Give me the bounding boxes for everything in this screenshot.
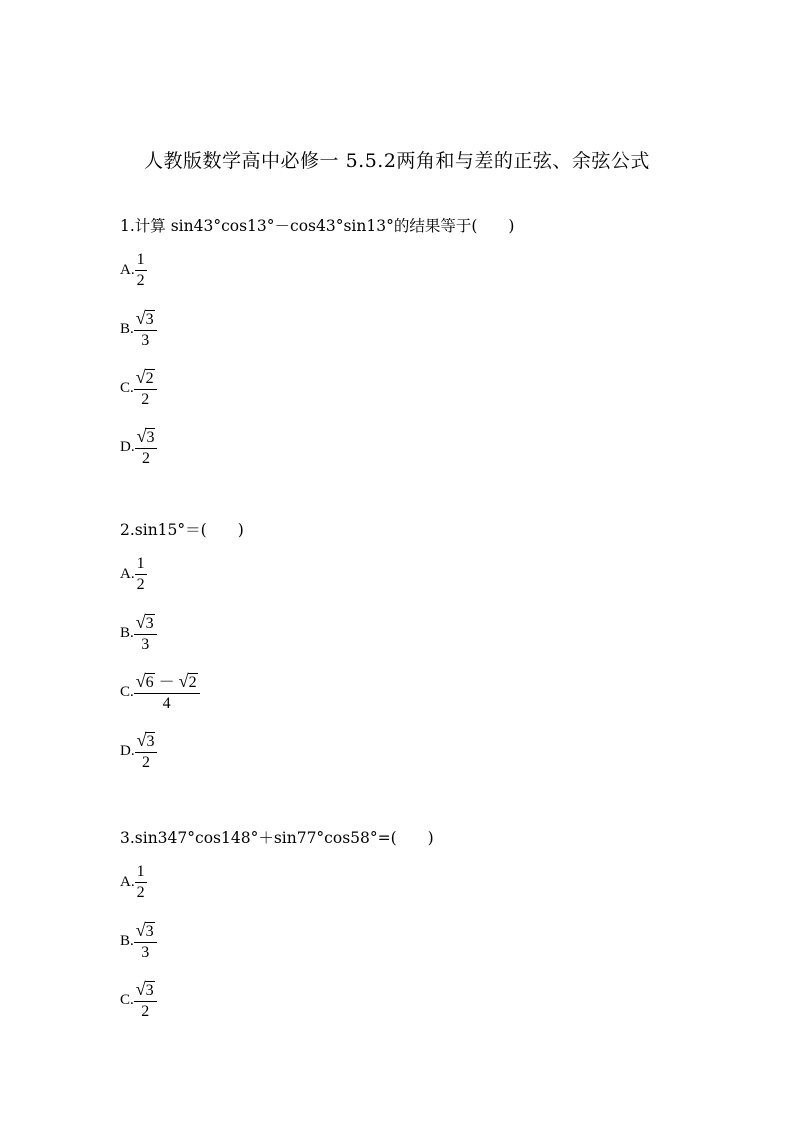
radical-sign-icon: √ [135, 670, 146, 691]
fraction [134, 612, 157, 655]
question-1-option-d [120, 425, 157, 469]
radical-sign-icon: √ [136, 729, 147, 750]
numerator: 1 [135, 554, 147, 575]
denominator: 4 [162, 694, 171, 712]
radical-sign-icon: √ [135, 611, 146, 632]
radical-sign-icon: √ [178, 670, 189, 691]
question-1-text: 1.计算 sin43°cos13°－cos43°sin13°的结果等于( ) [120, 217, 515, 235]
fraction [135, 250, 147, 291]
document-title: 人教版数学高中必修一 5.5.2两角和与差的正弦、余弦公式 [144, 150, 650, 172]
square-root [179, 671, 198, 691]
fraction [134, 308, 157, 351]
numerator [134, 671, 200, 694]
denominator: 3 [141, 635, 150, 653]
radicand: 2 [188, 673, 197, 691]
fraction [135, 554, 147, 595]
numerator [135, 426, 158, 449]
denominator: 2 [136, 883, 145, 901]
option-label: B. [120, 932, 134, 949]
question-3-option-b [120, 919, 157, 963]
denominator: 3 [141, 943, 150, 961]
square-root [137, 730, 156, 750]
fraction [134, 367, 157, 410]
denominator: 2 [142, 449, 151, 467]
square-root [136, 979, 155, 999]
question-3-text: 3.sin347°cos148°＋sin77°cos58°=( ) [120, 829, 434, 847]
question-1-option-a [120, 248, 147, 292]
question-1-option-b [120, 307, 157, 351]
radicand: 2 [145, 369, 154, 387]
numerator [134, 367, 157, 390]
option-label: A. [120, 565, 135, 582]
denominator: 2 [141, 1002, 150, 1020]
radical-sign-icon: √ [135, 307, 146, 328]
question-3-option-c [120, 978, 157, 1022]
option-label: C. [120, 991, 134, 1008]
numerator [134, 612, 157, 635]
denominator: 2 [136, 575, 145, 593]
option-label: C. [120, 683, 134, 700]
denominator: 3 [141, 331, 150, 349]
radical-sign-icon: √ [136, 425, 147, 446]
square-root [136, 367, 155, 387]
radicand: 6 [145, 673, 154, 691]
radicand: 3 [145, 922, 154, 940]
option-label: A. [120, 873, 135, 890]
radicand: 3 [145, 310, 154, 328]
numerator: 1 [135, 250, 147, 271]
fraction [135, 426, 158, 469]
question-2 [120, 518, 244, 540]
question-3 [120, 826, 434, 848]
option-label: C. [120, 379, 134, 396]
square-root [136, 612, 155, 632]
question-1-option-c [120, 366, 157, 410]
question-2-option-a [120, 552, 147, 596]
denominator: 2 [141, 390, 150, 408]
option-label: D. [120, 438, 135, 455]
numerator [134, 979, 157, 1002]
option-label: A. [120, 261, 135, 278]
numerator [134, 308, 157, 331]
square-root [137, 426, 156, 446]
numerator [135, 730, 158, 753]
question-2-option-d [120, 729, 157, 773]
radicand: 3 [145, 981, 154, 999]
fraction [135, 730, 158, 773]
radical-sign-icon: √ [135, 978, 146, 999]
question-3-option-a [120, 860, 147, 904]
minus-sign: － [158, 673, 175, 691]
question-2-option-c [120, 670, 200, 714]
denominator: 2 [142, 753, 151, 771]
fraction [134, 979, 157, 1022]
option-label: B. [120, 624, 134, 641]
denominator: 2 [136, 271, 145, 289]
square-root [136, 920, 155, 940]
fraction [134, 920, 157, 963]
option-label: D. [120, 742, 135, 759]
radical-sign-icon: √ [135, 919, 146, 940]
fraction [135, 862, 147, 903]
radical-sign-icon: √ [135, 366, 146, 387]
option-label: B. [120, 320, 134, 337]
question-2-text: 2.sin15°＝( ) [120, 521, 244, 539]
question-1 [120, 214, 514, 236]
square-root [136, 671, 155, 691]
fraction [134, 671, 200, 714]
numerator [134, 920, 157, 943]
radicand: 3 [146, 428, 155, 446]
radicand: 3 [145, 614, 154, 632]
numerator: 1 [135, 862, 147, 883]
radicand: 3 [146, 732, 155, 750]
question-2-option-b [120, 611, 157, 655]
square-root [136, 308, 155, 328]
